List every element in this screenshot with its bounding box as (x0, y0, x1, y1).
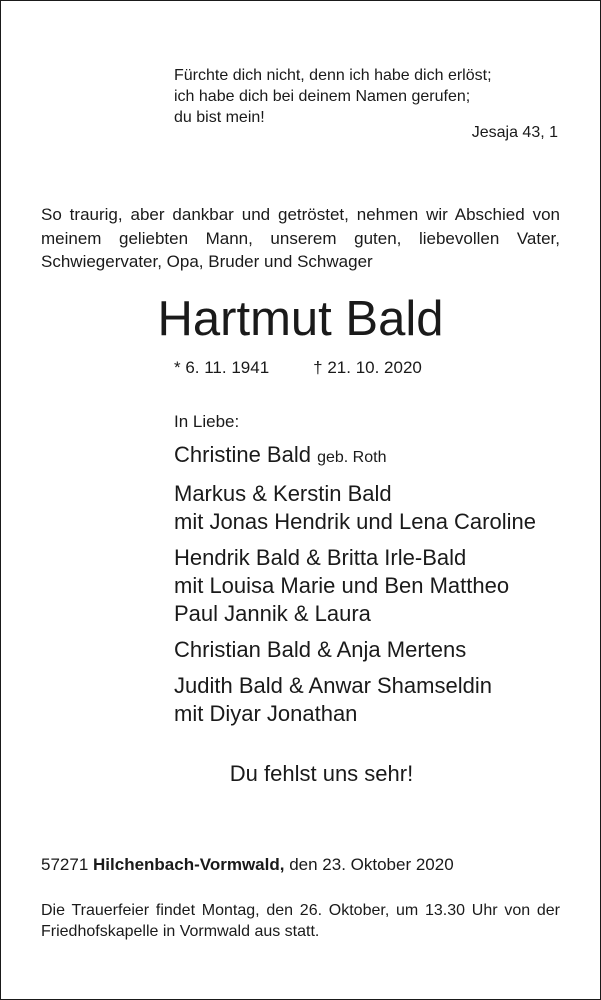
postcode: 57271 (41, 855, 89, 874)
verse-line: Fürchte dich nicht, denn ich habe dich erlöst; (174, 67, 492, 84)
mourner-line (174, 441, 574, 472)
mourner-line: mit Louisa Marie und Ben Mattheo (174, 573, 510, 598)
life-dates (174, 357, 422, 379)
mourner-line: Christian Bald & Anja Mertens (174, 637, 467, 662)
death-date: † 21. 10. 2020 (313, 358, 422, 377)
mourner-group (174, 636, 574, 664)
town-name: Hilchenbach-Vormwald, (93, 855, 285, 874)
verse-reference: Jesaja 43, 1 (471, 124, 558, 141)
bible-verse (174, 65, 492, 128)
mourner-group (174, 441, 574, 472)
intro-text: So traurig, aber dankbar und getröstet, nehmen wir Abschied von meinem geliebten Mann, unserem guten, liebevollen Vater, Schwiegervater, Opa, Bruder und Schwager (41, 205, 560, 271)
mourner-group (174, 544, 574, 628)
mourner-group (174, 672, 574, 728)
place-date-line (41, 854, 454, 876)
in-liebe-label: In Liebe: (174, 412, 240, 431)
mourner-line: mit Diyar Jonathan (174, 701, 358, 726)
mourners-list (174, 441, 574, 736)
mourner-line: Paul Jannik & Laura (174, 601, 371, 626)
mourner-line: Hendrik Bald & Britta Irle-Bald (174, 545, 467, 570)
verse-line: ich habe dich bei deinem Namen gerufen; (174, 88, 471, 105)
widow-maiden-name: geb. Roth (317, 449, 387, 466)
funeral-note: Die Trauerfeier findet Montag, den 26. Oktober, um 13.30 Uhr von der Friedhofskapelle in Vormwald aus statt. (41, 902, 560, 940)
deceased-name: Hartmut Bald (157, 292, 444, 346)
mourner-line: Judith Bald & Anwar Shamseldin (174, 673, 492, 698)
mourner-group (174, 480, 574, 536)
mourner-line: Markus & Kerstin Bald (174, 481, 392, 506)
birth-date: * 6. 11. 1941 (174, 358, 270, 377)
verse-line: du bist mein! (174, 109, 265, 126)
closing-line: Du fehlst uns sehr! (229, 761, 414, 786)
mourner-line: mit Jonas Hendrik und Lena Caroline (174, 509, 536, 534)
notice-date: den 23. Oktober 2020 (289, 855, 454, 874)
widow-name: Christine Bald (174, 442, 311, 467)
